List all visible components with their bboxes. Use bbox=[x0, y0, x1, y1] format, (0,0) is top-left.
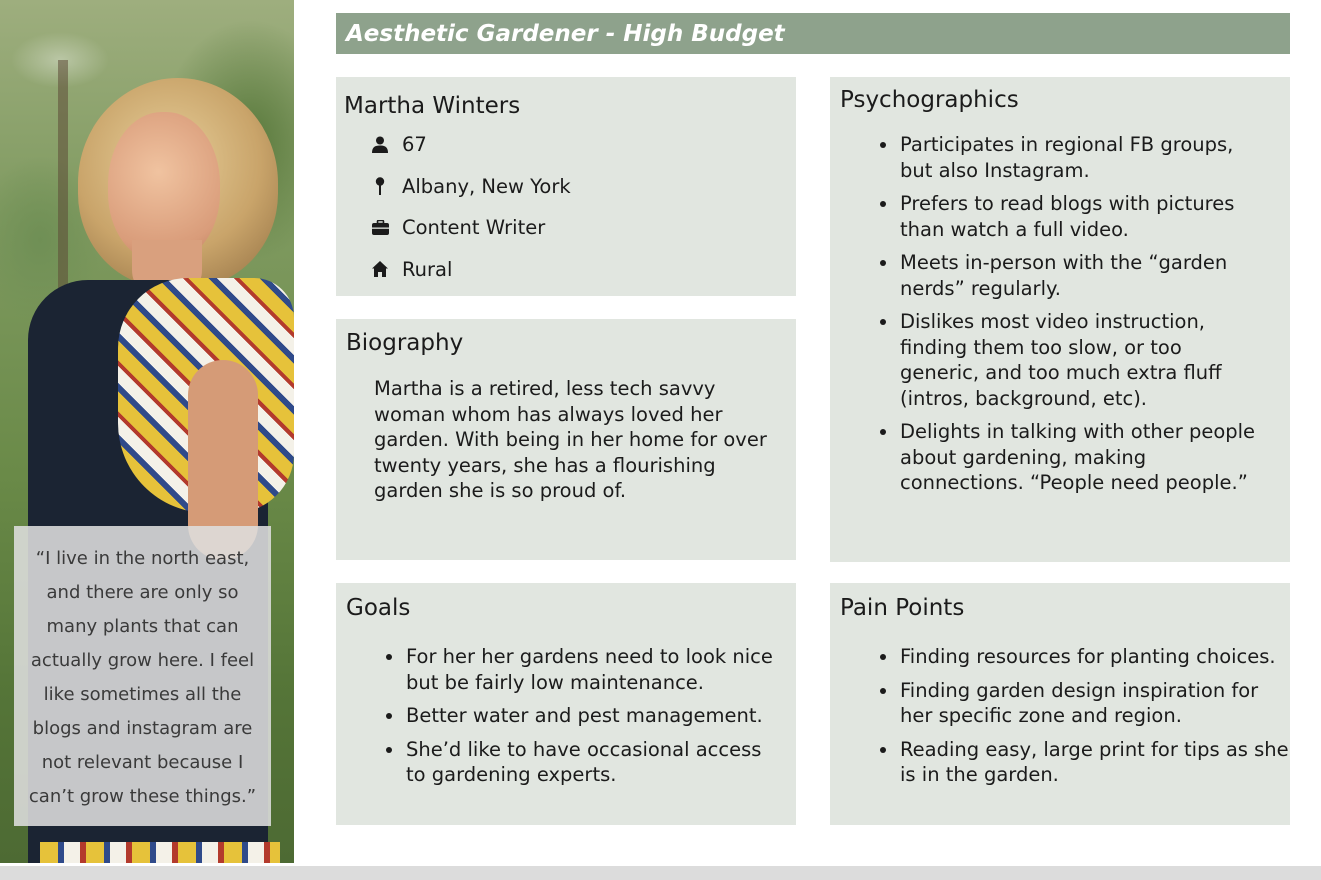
list-item: Delights in talking with other people about gardening, making connections. “People need people.” bbox=[870, 419, 1260, 496]
profile-location-row bbox=[370, 166, 796, 208]
profile-age-row bbox=[370, 124, 796, 166]
biography-title: Biography bbox=[346, 330, 464, 356]
list-item: Reading easy, large print for tips as she is in the garden. bbox=[870, 737, 1290, 788]
list-item: She’d like to have occasional access to gardening experts. bbox=[376, 737, 776, 788]
person-icon bbox=[370, 135, 390, 155]
psychographics-card bbox=[830, 77, 1290, 562]
list-item: Finding resources for planting choices. bbox=[870, 644, 1290, 670]
home-icon bbox=[370, 259, 390, 279]
profile-age: 67 bbox=[402, 133, 427, 157]
persona-quote: “I live in the north east, and there are only so many plants that can actually grow here. I feel like sometimes all the blogs and instagram are not relevant because I can’t grow these things.” bbox=[28, 548, 257, 807]
persona-skirt bbox=[40, 842, 280, 863]
psychographics-list bbox=[870, 132, 1260, 496]
profile-setting: Rural bbox=[402, 257, 453, 281]
goals-list bbox=[376, 644, 776, 788]
pin-icon bbox=[370, 176, 390, 196]
list-item: Dislikes most video instruction, finding them too slow, or too generic, and too much extra fluff (intros, background, etc). bbox=[870, 309, 1260, 411]
pain-points-card bbox=[830, 583, 1290, 825]
list-item: Better water and pest management. bbox=[376, 703, 776, 729]
profile-card bbox=[336, 77, 796, 296]
persona-header bbox=[336, 13, 1290, 54]
profile-occupation-row bbox=[370, 207, 796, 249]
psychographics-title: Psychographics bbox=[840, 87, 1019, 113]
list-item: Participates in regional FB groups, but also Instagram. bbox=[870, 132, 1260, 183]
pain-points-title: Pain Points bbox=[840, 595, 965, 621]
profile-setting-row bbox=[370, 249, 796, 291]
goals-title: Goals bbox=[346, 595, 411, 621]
profile-location: Albany, New York bbox=[402, 174, 571, 198]
persona-name: Martha Winters bbox=[344, 93, 521, 119]
list-item: Meets in-person with the “garden nerds” regularly. bbox=[870, 250, 1260, 301]
profile-occupation: Content Writer bbox=[402, 216, 546, 240]
list-item: Finding garden design inspiration for her specific zone and region. bbox=[870, 678, 1290, 729]
goals-card bbox=[336, 583, 796, 825]
quote-box bbox=[14, 526, 271, 826]
briefcase-icon bbox=[370, 218, 390, 238]
persona-title: Aesthetic Gardener - High Budget bbox=[346, 20, 785, 47]
biography-text: Martha is a retired, less tech savvy woman whom has always loved her garden. With being in her home for over twenty years, she has a flourishing garden she is so proud of. bbox=[374, 377, 767, 502]
list-item: For her her gardens need to look nice but be fairly low maintenance. bbox=[376, 644, 776, 695]
list-item: Prefers to read blogs with pictures than watch a full video. bbox=[870, 191, 1260, 242]
persona-photo bbox=[0, 0, 294, 863]
bottom-bar bbox=[0, 866, 1321, 880]
biography-card bbox=[336, 319, 796, 560]
pain-points-list bbox=[870, 644, 1290, 788]
